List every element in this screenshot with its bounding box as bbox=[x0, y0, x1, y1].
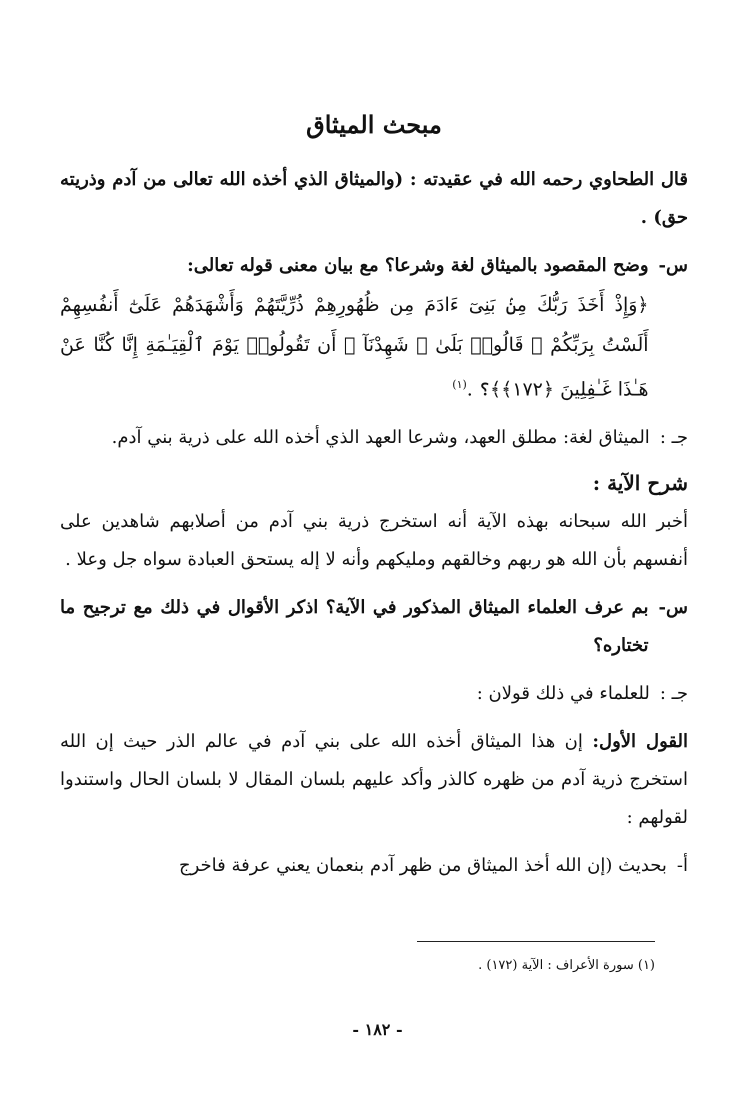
footnote-divider bbox=[417, 941, 655, 942]
first-opinion-label: القول الأول: bbox=[592, 731, 688, 753]
question-1 bbox=[60, 247, 688, 409]
question-text: بم عرف العلماء الميثاق المذكور في الآية؟ اذكر الأقوال في ذلك مع ترجيح ما تختاره؟ bbox=[60, 597, 649, 657]
intro-paragraph: قال الطحاوي رحمه الله في عقيدته : (والميثاق الذي أخذه الله تعالى من آدم وذريته حق) . bbox=[60, 169, 688, 228]
first-opinion-paragraph bbox=[60, 723, 688, 837]
answer-1 bbox=[60, 419, 688, 457]
list-item-text: بحديث (إن الله أخذ الميثاق من ظهر آدم بنعمان يعني عرفة فاخرج bbox=[178, 855, 667, 877]
question-label: س- bbox=[658, 255, 688, 276]
question-body bbox=[60, 247, 649, 409]
verse-end-mark: ؟ . bbox=[466, 378, 490, 401]
answer-label: جـ : bbox=[659, 683, 688, 705]
footnote-ref: (١) bbox=[452, 378, 467, 391]
page-title: مبحث الميثاق bbox=[306, 110, 442, 139]
footnote: (١) سورة الأعراف : الآية (١٧٢) . bbox=[478, 958, 655, 973]
answer-2 bbox=[60, 675, 688, 713]
list-item-label: أ- bbox=[676, 855, 688, 877]
question-text: وضح المقصود بالميثاق لغة وشرعا؟ مع بيان معنى قوله تعالى: bbox=[187, 255, 649, 276]
question-2 bbox=[60, 589, 688, 665]
list-item-a bbox=[60, 847, 688, 885]
quran-verse-text: ﴿وَإِذْ أَخَذَ رَبُّكَ مِنۢ بَنِىٓ ءَادَمَ مِن ظُهُورِهِمْ ذُرِّيَّتَهُمْ وَأَشْهَدَهُمْ عَلَىٰٓ أَنفُسِهِمْ أَلَسْتُ بِرَبِّكُمْ ۖ قَالُوا۟ بَلَىٰ ۛ شَهِدْنَآ ۛ أَن تَقُولُوا۟ يَوْمَ ٱلْقِيَـٰمَةِ إِنَّا كُنَّا عَنْ هَـٰذَا غَـٰفِلِينَ ﴿١٧٢﴾﴾ bbox=[60, 294, 649, 401]
section-heading: شرح الآية : bbox=[592, 471, 688, 496]
answer-text: للعلماء في ذلك قولان : bbox=[476, 683, 650, 705]
question-label: س- bbox=[658, 597, 688, 619]
quran-verse bbox=[60, 285, 649, 409]
first-opinion-text: إن هذا الميثاق أخذه الله على بني آدم في عالم الذر حيث إن الله استخرج ذرية آدم من ظهره كالذر وأكد عليهم بلسان المقال لا بلسان الحال واستندوا لقولهم : bbox=[60, 731, 688, 829]
page-number: - ١٨٢ - bbox=[352, 1020, 403, 1039]
explanation-paragraph: أخبر الله سبحانه بهذه الآية أنه استخرج ذرية بني آدم من أصلابهم شاهدين على أنفسهم بأن الله هو ربهم وخالقهم ومليكهم وأنه لا إله يستحق العبادة سواه جل وعلا . bbox=[60, 511, 688, 571]
answer-label: جـ : bbox=[659, 427, 688, 449]
answer-text: الميثاق لغة: مطلق العهد، وشرعا العهد الذي أخذه الله على ذرية بني آدم. bbox=[111, 427, 650, 449]
page-content bbox=[60, 110, 688, 895]
